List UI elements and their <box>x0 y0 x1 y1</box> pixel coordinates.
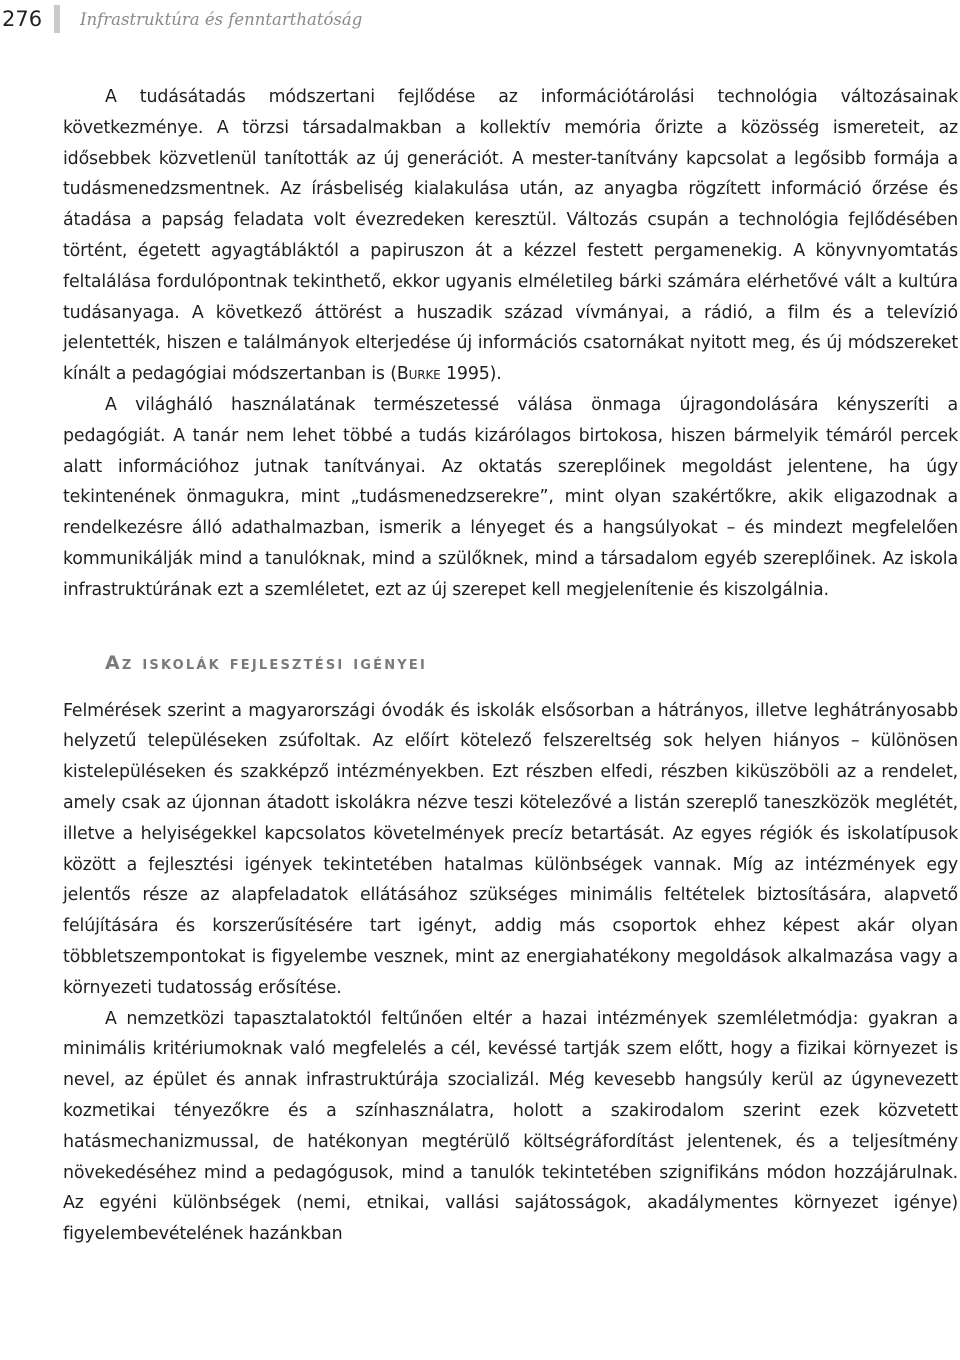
paragraph-surveys: Felmérések szerint a magyarországi óvodák és iskolák elsősorban a hátrányos, illetve leghátrányosabb helyzetű településeken zsúfoltak. Az előírt kötelező felszereltség sok helyen hiányos – különösen kistelepüléseken és szakképző intézményekben. Ezt részben elfedi, részben kiküszöböli az a rendelet, amely csak az újonnan átadott iskolákra nézve teszi kötelezővé a listán szereplő taneszközök meglétét, illetve a helyiségekkel kapcsolatos követelmények precíz betartását. Az egyes régiók és iskolatípusok között a fejlesztési igények tekintetében hatalmas különbségek vannak. Míg az intézmények egy jelentős része az alapfeladatok ellátásához szükséges minimális feltételek biztosítására, alapvető felújítására és korszerűsítésére tart igényt, addig más csoportok ehhez képest akár olyan többletszempontokat is figyelembe vesznek, mint az energiahatékony megoldások alkalmazása vagy a környezeti tudatosság erősítése. <box>63 700 958 998</box>
section-heading: Az iskolák fejlesztési igényei <box>105 651 428 674</box>
header-divider-bar <box>54 5 60 33</box>
paragraph-knowledge-transfer <box>63 82 958 390</box>
paragraph-text: A tudásátadás módszertani fejlődése az információtárolási technológia változásainak következménye. A törzsi társadalmakban a kollektív memória őrizte a közösség ismereteit, az idősebbek közvetlenül tanították az új generációt. A mester-tanítvány kapcsolat a legősibb formája a tudásmenedzsmentnek. Az írásbeliség kialakulása után, az anyagba rögzített információ őrzése és átadása a papság feladata volt évezredeken keresztül. Változás csupán a technológia fejlődésében történt, égetett agyagtábláktól a papiruszon át a kézzel festett pergamenekig. A könyvnyomtatás feltalálása fordulópontnak tekinthető, ekkor ugyanis elméletileg bárki számára elérhetővé vált a kultúra tudásanyaga. A következő áttörést a huszadik század vívmányai, a rádió, a film és a televízió jelentették, hiszen e találmányok elterjedése új információs csatornákat nyitott meg, és új módszereket kínált a pedagógiai módszertanban is ( <box>63 87 958 385</box>
running-title: Infrastruktúra és fenntarthatóság <box>80 9 363 29</box>
page-number: 276 <box>2 7 43 31</box>
running-head <box>0 4 362 34</box>
paragraph-international-experience: A nemzetközi tapasztalatoktól feltűnően eltér a hazai intézmények szemléletmódja: gyakran a minimális kritériumoknak való megfelelés a cél, kevéssé tartják szem előtt, hogy a fizikai környezet is nevel, az épület és annak infrastruktúrája szocializál. Még kevesebb hangsúly kerül az úgynevezett kozmetikai tényezőkre és a színhasználatra, holott a szakirodalom szerint ezek közvetett hatásmechanizmussal, de hatékonyan megtérülő költségráfordítást jelentenek, és a teljesítmény növekedéséhez mind a pedagógusok, mind a tanulók tekintetében szignifikáns módon hozzájárulnak. Az egyéni különbségek (nemi, etnikai, vallási sajátosságok, akadálymentes környezet igénye) figyelembevételének hazánkban <box>63 1008 958 1245</box>
page-body <box>63 82 958 1250</box>
citation-author: Burke <box>396 364 441 385</box>
citation-year: 1995). <box>440 364 502 385</box>
paragraph-world-wide-web: A világháló használatának természetessé válása önmaga újragondolására kényszeríti a pedagógiát. A tanár nem lehet többé a tudás kizárólagos birtokosa, hiszen bármelyik témáról percek alatt információhoz jutnak tanítványai. Az oktatás szereplőinek megoldást jelentene, ha úgy tekintenének önmagukra, mint „tudásmenedzserekre”, mint olyan szakértőkre, akik eligazodnak a rendelkezésre álló adathalmazban, ismerik a lényeget és a hangsúlyokat – és mindezt megfelelően kommunikálják mind a tanulóknak, mind a szülőknek, mind a társadalom egyéb szereplőinek. Az iskola infrastruktúrának ezt a szemléletet, ezt az új szerepet kell megjelenítenie és kiszolgálnia. <box>63 394 958 600</box>
